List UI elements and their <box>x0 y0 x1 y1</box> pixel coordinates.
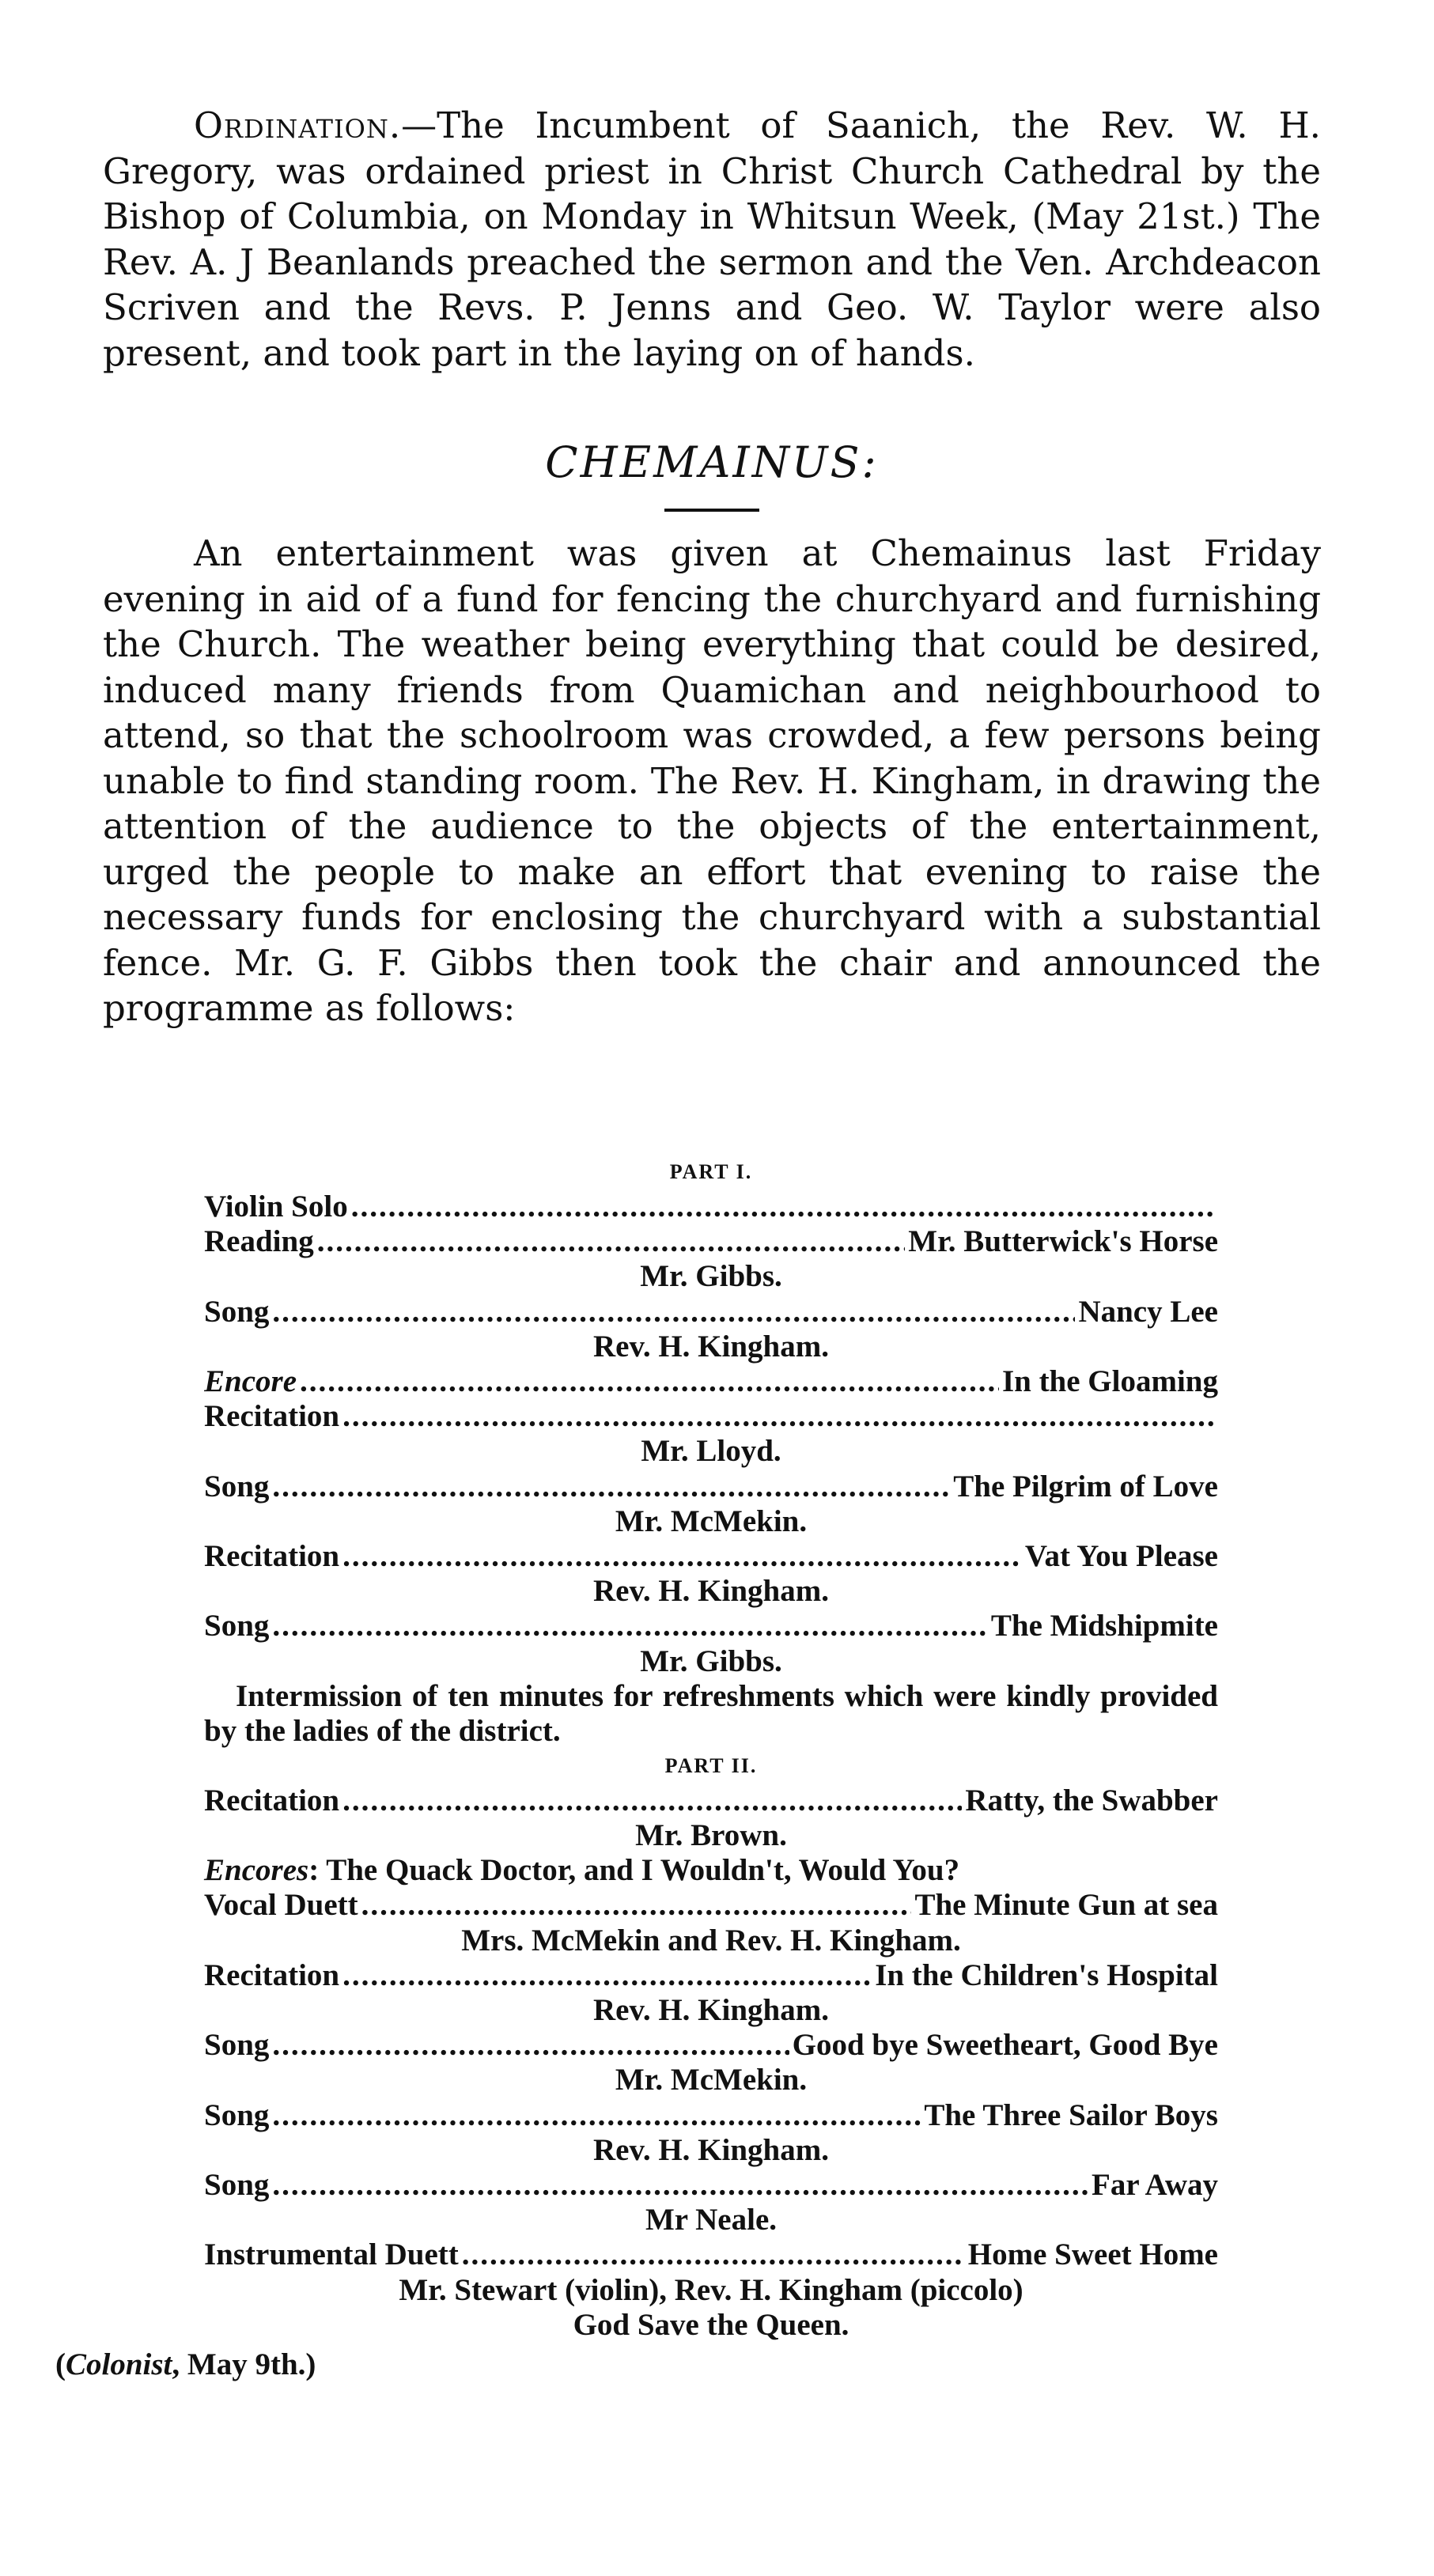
item-performer: Mr. Lloyd. <box>641 1434 781 1469</box>
item-title: Mr. Butterwick's Horse <box>908 1224 1218 1259</box>
headline-rule <box>664 509 759 512</box>
item-performer: Mr. Stewart (violin), Rev. H. Kingham (piccolo) <box>399 2272 1023 2307</box>
credit-source: Colonist <box>66 2347 172 2381</box>
newspaper-page <box>103 103 1321 1031</box>
item-title: The Minute Gun at sea <box>914 1888 1218 1923</box>
programme-item <box>204 1888 1218 1923</box>
intermission-note: Intermission of ten minutes for refreshments which were kindly provided by the ladies of the district. <box>204 1678 1218 1748</box>
item-title: Home Sweet Home <box>967 2237 1218 2272</box>
programme-item <box>204 1295 1218 1330</box>
programme-item <box>204 1470 1218 1504</box>
item-title: Good bye Sweetheart, Good Bye <box>792 2028 1218 2063</box>
programme-item <box>204 2098 1218 2133</box>
item-label: Song <box>204 1469 270 1504</box>
leader-dots <box>342 1958 872 1993</box>
item-performer: Rev. H. Kingham. <box>593 1329 829 1364</box>
programme-item <box>204 1399 1218 1434</box>
closing-anthem: God Save the Queen. <box>573 2307 849 2342</box>
leader-dots <box>462 2237 965 2272</box>
item-title: Nancy Lee <box>1078 1294 1218 1329</box>
item-title: The Pilgrim of Love <box>953 1469 1218 1504</box>
programme-item <box>204 2237 1218 2272</box>
leader-dots <box>272 2098 921 2133</box>
item-performer: Mr. McMekin. <box>615 2063 808 2097</box>
item-title: Far Away <box>1092 2168 1218 2203</box>
part-two-heading: PART II. <box>664 1753 758 1777</box>
leader-dots <box>300 1364 999 1399</box>
encores-text: : The Quack Doctor, and I Wouldn't, Would You? <box>308 1853 960 1888</box>
item-label: Song <box>204 2028 270 2063</box>
leader-dots <box>361 1888 912 1923</box>
programme-item <box>204 1958 1218 1993</box>
item-title: The Three Sailor Boys <box>924 2097 1218 2132</box>
item-performer: Mr. Brown. <box>635 1818 787 1853</box>
programme-item <box>204 1224 1218 1259</box>
item-performer: Mr Neale. <box>645 2203 778 2237</box>
credit-date: , May 9th.) <box>172 2347 316 2381</box>
item-label: Reading <box>204 1224 314 1259</box>
leader-dots <box>272 2168 1088 2203</box>
programme <box>204 1155 1218 2343</box>
item-performer: Mr. Gibbs. <box>640 1644 782 1678</box>
item-title: The Midshipmite <box>990 1609 1218 1644</box>
item-label: Song <box>204 2168 270 2203</box>
leader-dots <box>351 1190 1215 1224</box>
programme-item <box>204 1364 1218 1399</box>
item-title: In the Children's Hospital <box>875 1958 1218 1992</box>
source-credit <box>55 2347 316 2382</box>
item-performer: Rev. H. Kingham. <box>593 1993 829 2028</box>
leader-dots <box>342 1539 1022 1574</box>
ordination-lead: Ordination. <box>194 104 402 146</box>
programme-item <box>204 2028 1218 2063</box>
leader-dots <box>272 1470 950 1504</box>
leader-dots <box>272 2028 789 2063</box>
leader-dots <box>317 1224 906 1259</box>
leader-dots <box>272 1609 987 1644</box>
item-performer: Mr. McMekin. <box>615 1504 808 1538</box>
item-performer: Rev. H. Kingham. <box>593 2132 829 2167</box>
item-label: Instrumental Duett <box>204 2237 459 2272</box>
item-label: Recitation <box>204 1539 340 1574</box>
item-label: Recitation <box>204 1783 340 1818</box>
item-title: Ratty, the Swabber <box>965 1783 1218 1818</box>
part-one-heading: PART I. <box>669 1160 753 1183</box>
programme-item <box>204 1539 1218 1574</box>
leader-dots <box>342 1784 962 1818</box>
item-performer: Mrs. McMekin and Rev. H. Kingham. <box>461 1923 961 1958</box>
programme-item <box>204 1784 1218 1818</box>
item-label: Encore <box>204 1364 297 1399</box>
leader-dots <box>342 1399 1215 1434</box>
item-performer: Rev. H. Kingham. <box>593 1574 829 1609</box>
item-title: In the Gloaming <box>1001 1364 1218 1399</box>
encores-label: Encores <box>204 1853 309 1888</box>
credit-open: ( <box>55 2347 66 2381</box>
ordination-paragraph <box>103 103 1321 376</box>
item-label: Vocal Duett <box>204 1888 358 1923</box>
item-label: Violin Solo <box>204 1190 348 1224</box>
programme-item <box>204 1190 1218 1224</box>
item-label: Recitation <box>204 1399 340 1434</box>
item-label: Recitation <box>204 1958 340 1992</box>
item-label: Song <box>204 1609 270 1644</box>
ordination-text: —The Incumbent of Saanich, the Rev. W. H. Gregory, was ordained priest in Christ Church Cathedral by the Bishop of Columbia, on Monday in Whitsun Week, (May 21st.) The Rev. A. J Beanlands preached the sermon and the Ven. Archdeacon Scriven and the Revs. P. Jenns and Geo. W. Taylor were also present, and took part in the laying on of hands. <box>103 104 1321 374</box>
programme-item <box>204 2168 1218 2203</box>
item-label: Song <box>204 1294 270 1329</box>
programme-item <box>204 1609 1218 1644</box>
item-title: Vat You Please <box>1024 1539 1218 1574</box>
encores-line <box>204 1853 1218 1888</box>
item-label: Song <box>204 2097 270 2132</box>
chemainus-paragraph: An entertainment was given at Chemainus last Friday evening in aid of a fund for fencing the churchyard and furnishing the Church. The weather being everything that could be desired, induced many friends from Quamichan and neighbourhood to attend, so that the schoolroom was crowded, a few persons being unable to find standing room. The Rev. H. Kingham, in drawing the attention of the audience to the objects of the entertainment, urged the people to make an effort that evening to raise the necessary funds for enclosing the churchyard with a substantial fence. Mr. G. F. Gibbs then took the chair and announced the programme as follows: <box>103 532 1321 1029</box>
leader-dots <box>272 1295 1075 1330</box>
chemainus-headline: CHEMAINUS: <box>545 437 879 487</box>
item-performer: Mr. Gibbs. <box>640 1259 782 1294</box>
